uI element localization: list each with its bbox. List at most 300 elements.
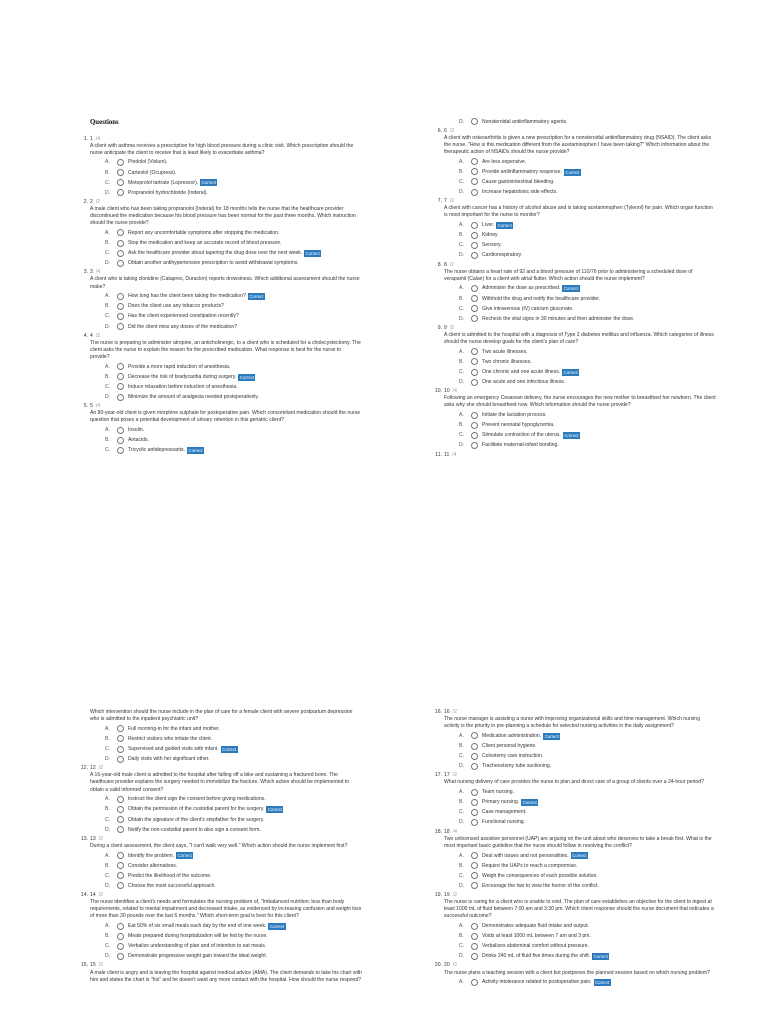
correct-badge: Correct xyxy=(565,169,580,175)
radio-button[interactable] xyxy=(471,743,478,750)
question-number: 6. xyxy=(437,127,442,134)
answer-option[interactable] xyxy=(90,882,362,891)
question-score: /4 xyxy=(452,828,457,835)
radio-button[interactable] xyxy=(471,422,478,429)
option-letter: C. xyxy=(105,943,111,950)
question-header: 16. 16 /2 xyxy=(444,709,716,716)
option-text: Recheck the vital signs in 30 minutes and then administer the dose. xyxy=(482,315,635,322)
answer-option[interactable] xyxy=(444,358,716,367)
question-header: 15. 15 /2 xyxy=(90,962,362,969)
answer-option[interactable] xyxy=(444,441,716,450)
radio-button[interactable] xyxy=(471,158,478,165)
radio-button[interactable] xyxy=(471,252,478,259)
option-text: Require the UAPs to reach a compromise. xyxy=(482,862,578,869)
option-text: Did the client miss any doses of the medication? xyxy=(128,323,238,330)
answer-option[interactable] xyxy=(90,239,362,248)
radio-button[interactable] xyxy=(471,872,478,879)
radio-button[interactable] xyxy=(117,862,124,869)
question-score: /2 xyxy=(452,772,457,779)
option-letter: C. xyxy=(459,872,465,879)
answer-option[interactable] xyxy=(90,189,362,198)
answer-option[interactable] xyxy=(90,872,362,881)
option-letter: A. xyxy=(105,725,110,732)
radio-button[interactable] xyxy=(471,295,478,302)
answer-option[interactable] xyxy=(444,808,716,817)
question-number: 11. xyxy=(435,451,442,458)
option-text: Liver. xyxy=(482,222,495,229)
radio-button[interactable] xyxy=(471,799,478,806)
option-text: Full rooming-in for the infant and mother. xyxy=(128,725,220,732)
question-number: 19. xyxy=(434,891,442,898)
answer-option[interactable] xyxy=(90,179,362,188)
answer-option[interactable] xyxy=(90,259,362,268)
option-text: Obtain the signature of the client's stepfather for the surgery. xyxy=(128,816,265,823)
question-stem: The nurse is caring for a client who is unable to void. The plan of care establishes an objective for the client to ingest at least 1000 mL of fluid between 7:00 am and 3:30 pm. Which client response should the nurse document that indicates a successful outcome? xyxy=(444,899,714,920)
question-score: /2 xyxy=(98,765,103,772)
option-letter: D. xyxy=(105,323,111,330)
correct-badge: Correct xyxy=(497,222,512,228)
option-text: Metoprolol tartrate (Lopressor). xyxy=(128,179,199,186)
answer-option[interactable] xyxy=(444,852,716,861)
question-number: 20. xyxy=(434,962,442,969)
radio-button[interactable] xyxy=(471,118,478,125)
answer-option[interactable] xyxy=(444,241,716,250)
question-number: 13. xyxy=(80,835,88,842)
radio-button[interactable] xyxy=(117,373,124,380)
answer-option[interactable] xyxy=(90,229,362,238)
answer-option[interactable] xyxy=(444,378,716,387)
answer-option[interactable] xyxy=(90,383,362,392)
option-text: Insulin. xyxy=(128,427,145,434)
answer-option[interactable] xyxy=(90,922,362,931)
question-header: 14. 14 /2 xyxy=(90,892,362,899)
answer-option[interactable] xyxy=(90,932,362,941)
answer-option[interactable] xyxy=(90,323,362,332)
option-letter: A. xyxy=(105,923,110,929)
radio-button[interactable] xyxy=(471,819,478,826)
radio-button[interactable] xyxy=(471,753,478,760)
option-text: Functional nursing. xyxy=(482,819,526,826)
option-letter: C. xyxy=(105,179,111,186)
answer-option[interactable] xyxy=(90,158,362,167)
answer-option[interactable] xyxy=(90,373,362,382)
radio-button[interactable] xyxy=(117,872,124,879)
radio-button[interactable] xyxy=(117,882,124,889)
question-header: 17. 17 /2 xyxy=(444,772,716,779)
radio-button[interactable] xyxy=(117,293,124,300)
option-text: Provide antiinflammatory response. xyxy=(482,168,562,175)
radio-button[interactable] xyxy=(471,305,478,312)
answer-option[interactable] xyxy=(90,795,362,804)
option-text: Two chronic illnesses. xyxy=(482,358,532,365)
radio-button[interactable] xyxy=(117,323,124,330)
question-header: 3. 3 /4 xyxy=(90,269,362,276)
answer-option[interactable] xyxy=(90,169,362,178)
radio-button[interactable] xyxy=(117,159,124,166)
answer-option[interactable] xyxy=(444,798,716,807)
question-stem: An 80-year-old client is given morphine sulphate for postoperative pain. Which concomitant medication should the nurse question that poses a potential development of urinary retention in this geriatric client? xyxy=(90,410,361,424)
answer-option[interactable] xyxy=(444,118,716,127)
answer-option[interactable] xyxy=(90,393,362,402)
option-letter: C. xyxy=(459,242,465,249)
option-text: Weigh the consequences of each possible solution. xyxy=(482,872,598,879)
radio-button[interactable] xyxy=(471,189,478,196)
answer-option[interactable] xyxy=(444,411,716,420)
question-item xyxy=(434,962,716,986)
answer-option[interactable] xyxy=(90,952,362,961)
question-number: 3. xyxy=(83,269,88,276)
answer-option[interactable] xyxy=(444,295,716,304)
answer-option[interactable] xyxy=(444,862,716,871)
option-letter: B. xyxy=(105,862,110,869)
question-item xyxy=(83,198,362,268)
radio-button[interactable] xyxy=(471,882,478,889)
question-item xyxy=(437,261,716,324)
answer-option[interactable] xyxy=(90,755,362,764)
answer-option[interactable] xyxy=(90,725,362,734)
radio-button[interactable] xyxy=(117,943,124,950)
radio-button[interactable] xyxy=(471,232,478,239)
question-stem: A client with osteoarthritis is given a new prescription for a nonsteroidal antiinflammatory drug (NSAID). The client asks the nurse, "How is this medication different from the acetaminophen I have been taking?" Which information about the therapeutic action of NSAIDs should the nurse provide? xyxy=(444,134,712,156)
radio-button[interactable] xyxy=(117,229,124,236)
answer-option[interactable] xyxy=(444,188,716,197)
option-text: Colostomy care instruction. xyxy=(482,753,544,760)
option-text: Give intravenous (IV) calcium gluconate. xyxy=(482,305,574,312)
question-score: /2 xyxy=(95,332,101,339)
question-score: /2 xyxy=(449,127,455,134)
radio-button[interactable] xyxy=(471,943,478,950)
radio-button[interactable] xyxy=(471,923,478,930)
radio-button[interactable] xyxy=(471,933,478,940)
option-text: Withhold the drug and notify the healthcare provider. xyxy=(482,295,601,302)
option-letter: B. xyxy=(459,422,464,429)
answer-option[interactable] xyxy=(444,922,716,931)
answer-option[interactable] xyxy=(90,426,362,435)
radio-button[interactable] xyxy=(117,735,124,742)
page-title: Questions xyxy=(90,119,119,126)
radio-button[interactable] xyxy=(117,806,124,813)
radio-button[interactable] xyxy=(471,178,478,185)
option-letter: C. xyxy=(459,809,465,816)
correct-badge: Correct xyxy=(522,800,537,806)
question-header: 2. 2 /2 xyxy=(90,199,362,206)
radio-button[interactable] xyxy=(471,732,478,739)
answer-option[interactable] xyxy=(90,292,362,301)
correct-badge: Correct xyxy=(595,980,610,986)
option-letter: C. xyxy=(105,383,111,390)
option-text: Case management. xyxy=(482,809,527,816)
answer-option[interactable] xyxy=(444,315,716,324)
question-number: 14. xyxy=(80,891,88,898)
radio-button[interactable] xyxy=(117,756,124,763)
answer-option[interactable] xyxy=(90,816,362,825)
question-score: /2 xyxy=(452,709,457,715)
option-letter: D. xyxy=(459,819,465,826)
radio-button[interactable] xyxy=(117,796,124,803)
answer-option[interactable] xyxy=(444,284,716,293)
radio-button[interactable] xyxy=(117,303,124,310)
answer-option[interactable] xyxy=(444,872,716,881)
radio-button[interactable] xyxy=(117,313,124,320)
radio-button[interactable] xyxy=(117,363,124,370)
question-header: 19. 19 /2 xyxy=(444,892,716,899)
option-letter: B. xyxy=(105,169,110,176)
radio-button[interactable] xyxy=(471,979,478,986)
radio-button[interactable] xyxy=(471,442,478,449)
option-letter: A. xyxy=(459,412,464,419)
answer-option[interactable] xyxy=(90,735,362,744)
option-text: Tricyclic antidepressants. xyxy=(128,447,185,454)
radio-button[interactable] xyxy=(471,222,478,229)
question-header: 8. 8 /2 xyxy=(444,262,716,269)
radio-button[interactable] xyxy=(471,789,478,796)
answer-option[interactable] xyxy=(444,932,716,941)
question-stem: Two unlicensed assistive personnel (UAP) are arguing on the unit about who deserves to take a break first. What is the most important basic guideline that the nurse should follow in resolving the conflict? xyxy=(444,835,712,849)
question-number: 16. xyxy=(434,709,442,715)
radio-button[interactable] xyxy=(117,816,124,823)
option-text: Carteolol (Ocupress). xyxy=(128,169,177,176)
radio-button[interactable] xyxy=(117,852,124,859)
answer-option[interactable] xyxy=(90,249,362,258)
question-score: /2 xyxy=(95,198,101,205)
radio-button[interactable] xyxy=(471,369,478,376)
radio-button[interactable] xyxy=(117,260,124,267)
option-letter: A. xyxy=(459,732,464,739)
correct-badge: Correct xyxy=(563,286,579,292)
radio-button[interactable] xyxy=(471,763,478,770)
radio-button[interactable] xyxy=(117,240,124,247)
question-header: 11. 11 /4 xyxy=(444,452,716,459)
option-letter: D. xyxy=(459,189,465,196)
option-letter: A. xyxy=(459,923,464,929)
question-score: /4 xyxy=(452,451,457,458)
correct-badge: Correct xyxy=(188,448,203,454)
answer-option[interactable] xyxy=(444,978,716,987)
question-item xyxy=(444,118,716,127)
option-text: Consider alternatives. xyxy=(128,862,178,869)
question-stem: Following an emergency Cesarean delivery, the nurse encourages the new mother to breastfeed her newborn. The client asks why she should breastfeed now. Which information should the nurse provide? xyxy=(444,395,716,409)
question-score: /4 xyxy=(95,269,101,276)
option-letter: C. xyxy=(105,313,111,320)
option-letter: B. xyxy=(459,168,464,175)
option-letter: C. xyxy=(105,746,111,753)
option-text: Are less expensive. xyxy=(482,158,527,165)
answer-option[interactable] xyxy=(444,421,716,430)
answer-option[interactable] xyxy=(444,178,716,187)
radio-button[interactable] xyxy=(471,862,478,869)
radio-button[interactable] xyxy=(117,179,124,186)
option-letter: D. xyxy=(105,953,111,960)
option-text: Stop the medication and keep an accurate record of blood pressure. xyxy=(128,240,282,247)
answer-option[interactable] xyxy=(90,312,362,321)
question-column xyxy=(434,709,716,988)
option-text: Sensory. xyxy=(482,242,502,249)
radio-button[interactable] xyxy=(117,746,124,753)
question-number: 12. xyxy=(80,765,88,772)
option-letter: B. xyxy=(459,933,464,940)
question-stem: A male client is angry and is leaving the hospital against medical advice (AMA). The client demands to take his chart with him and states the chart is "his" and he doesn't want any more contact with the hospital. How should the nurse respond? xyxy=(90,969,362,983)
answer-option[interactable] xyxy=(90,745,362,754)
option-letter: B. xyxy=(459,743,464,750)
answer-option[interactable] xyxy=(444,305,716,314)
question-stem: A client with asthma receives a prescription for high blood pressure during a clinic visit. Which prescription should the nurse anticipate the client to receive that is least likely to exacerbate asthma? xyxy=(90,142,354,156)
radio-button[interactable] xyxy=(117,427,124,434)
question-number: 9. xyxy=(437,324,442,331)
radio-button[interactable] xyxy=(471,379,478,386)
correct-badge: Correct xyxy=(267,807,282,813)
option-text: Increase hepatotoxic side effects. xyxy=(482,189,558,196)
option-letter: A. xyxy=(105,427,110,434)
option-letter: D. xyxy=(459,442,465,449)
question-score: /4 xyxy=(95,135,101,142)
answer-option[interactable] xyxy=(90,805,362,814)
radio-button[interactable] xyxy=(471,412,478,419)
question-stem: What nursing delivery of care provides the nurse to plan and direct care of a group of clients over a 24-hour period? xyxy=(444,779,704,786)
answer-option[interactable] xyxy=(90,436,362,445)
answer-option[interactable] xyxy=(444,251,716,260)
correct-badge: Correct xyxy=(201,180,216,186)
answer-option[interactable] xyxy=(444,882,716,891)
option-text: Has the client experienced constipation recently? xyxy=(128,313,239,320)
option-text: Notify the non-custodial parent to also sign a consent form. xyxy=(128,826,261,833)
radio-button[interactable] xyxy=(117,383,124,390)
option-text: Primary nursing. xyxy=(482,799,520,806)
option-text: Deal with issues and not personalities. xyxy=(482,852,569,859)
answer-option[interactable] xyxy=(444,942,716,951)
answer-option[interactable] xyxy=(444,368,716,377)
radio-button[interactable] xyxy=(117,437,124,444)
radio-button[interactable] xyxy=(471,358,478,365)
correct-badge: Correct xyxy=(305,250,320,256)
radio-button[interactable] xyxy=(471,168,478,175)
question-column xyxy=(434,116,716,459)
question-number: 7. xyxy=(437,198,442,205)
answer-option[interactable] xyxy=(444,732,716,741)
option-letter: D. xyxy=(105,756,111,763)
question-header: 6. 6 /2 xyxy=(444,128,716,135)
correct-badge: Correct xyxy=(572,853,587,859)
answer-option[interactable] xyxy=(444,742,716,751)
answer-option[interactable] xyxy=(444,221,716,230)
radio-button[interactable] xyxy=(117,250,124,257)
option-text: Decrease the risk of bradycardia during surgery. xyxy=(128,373,237,380)
radio-button[interactable] xyxy=(471,242,478,249)
option-letter: D. xyxy=(459,763,465,770)
answer-option[interactable] xyxy=(90,862,362,871)
question-header: 1. 1 /4 xyxy=(90,136,362,143)
question-item xyxy=(434,772,716,827)
answer-option[interactable] xyxy=(90,826,362,835)
radio-button[interactable] xyxy=(117,826,124,833)
answer-option[interactable] xyxy=(444,168,716,177)
radio-button[interactable] xyxy=(117,169,124,176)
option-letter: C. xyxy=(105,447,111,454)
question-header: 4. 4 /2 xyxy=(90,333,362,340)
answer-option[interactable] xyxy=(444,788,716,797)
radio-button[interactable] xyxy=(117,447,124,454)
question-number: 5. xyxy=(83,403,88,410)
radio-button[interactable] xyxy=(471,315,478,322)
answer-option[interactable] xyxy=(444,231,716,240)
question-number: 8. xyxy=(437,261,442,268)
answer-option[interactable] xyxy=(90,302,362,311)
answer-option[interactable] xyxy=(444,431,716,440)
answer-option[interactable] xyxy=(90,852,362,861)
option-letter: A. xyxy=(459,222,464,229)
correct-badge: Correct xyxy=(544,733,559,739)
question-score: /2 xyxy=(98,962,103,969)
radio-button[interactable] xyxy=(117,953,124,960)
option-text: Eat 50% of six small meals each day by the end of one week. xyxy=(128,923,267,929)
option-text: Cardiorespiratory. xyxy=(482,252,523,259)
radio-button[interactable] xyxy=(117,189,124,196)
radio-button[interactable] xyxy=(471,432,478,439)
radio-button[interactable] xyxy=(117,394,124,401)
question-item xyxy=(90,709,362,764)
question-stem: A client who is taking clonidine (Catapres, Duraclon) reports drowsiness. Which additional assessment should the nurse make? xyxy=(90,276,360,290)
answer-option[interactable] xyxy=(90,942,362,951)
question-item xyxy=(80,765,362,834)
answer-option[interactable] xyxy=(444,818,716,827)
question-score: /2 xyxy=(452,891,457,898)
radio-button[interactable] xyxy=(471,285,478,292)
answer-option[interactable] xyxy=(444,762,716,771)
option-letter: A. xyxy=(105,796,110,803)
option-letter: D. xyxy=(105,882,111,889)
option-text: Kidney. xyxy=(482,232,499,239)
radio-button[interactable] xyxy=(117,923,124,930)
question-score: /2 xyxy=(449,261,455,268)
question-header: 9. 9 /2 xyxy=(444,325,716,332)
option-letter: D. xyxy=(459,315,465,322)
option-text: Identify the problem. xyxy=(128,852,175,859)
answer-option[interactable] xyxy=(90,446,362,455)
question-score: /2 xyxy=(98,891,103,898)
option-text: How long has the client been taking the medication? xyxy=(128,293,246,300)
question-item xyxy=(83,269,362,331)
radio-button[interactable] xyxy=(471,953,478,960)
answer-option[interactable] xyxy=(90,363,362,372)
correct-badge: Correct xyxy=(563,369,578,375)
question-stem: A client is admitted to the hospital with a diagnosis of Type 2 diabetes mellitus and influenza. Which categories of illness should the nurse develop goals for the client's plan of care? xyxy=(444,331,714,346)
option-text: Meals prepared during hospitalization will be fed by the nurse. xyxy=(128,933,268,940)
answer-option[interactable] xyxy=(444,158,716,167)
radio-button[interactable] xyxy=(117,933,124,940)
radio-button[interactable] xyxy=(117,725,124,732)
question-number: 15. xyxy=(80,962,88,969)
answer-option[interactable] xyxy=(444,348,716,357)
option-letter: D. xyxy=(459,953,465,960)
question-number: 10. xyxy=(434,388,442,395)
radio-button[interactable] xyxy=(471,809,478,816)
answer-option[interactable] xyxy=(444,952,716,961)
option-text: Cause gastrointestinal bleeding. xyxy=(482,178,555,185)
option-letter: C. xyxy=(459,432,465,439)
radio-button[interactable] xyxy=(471,348,478,355)
correct-badge: Correct xyxy=(222,746,237,752)
option-letter: D. xyxy=(105,260,111,267)
option-text: Tracheostomy tube suctioning. xyxy=(482,763,552,770)
question-item xyxy=(80,962,362,983)
option-letter: B. xyxy=(105,437,110,444)
option-letter: C. xyxy=(459,305,465,312)
answer-option[interactable] xyxy=(444,752,716,761)
question-item xyxy=(434,709,716,771)
option-text: Obtain the permission of the custodial parent for the surgery. xyxy=(128,806,265,813)
question-score: /2 xyxy=(449,198,455,205)
option-letter: A. xyxy=(459,852,464,859)
radio-button[interactable] xyxy=(471,852,478,859)
